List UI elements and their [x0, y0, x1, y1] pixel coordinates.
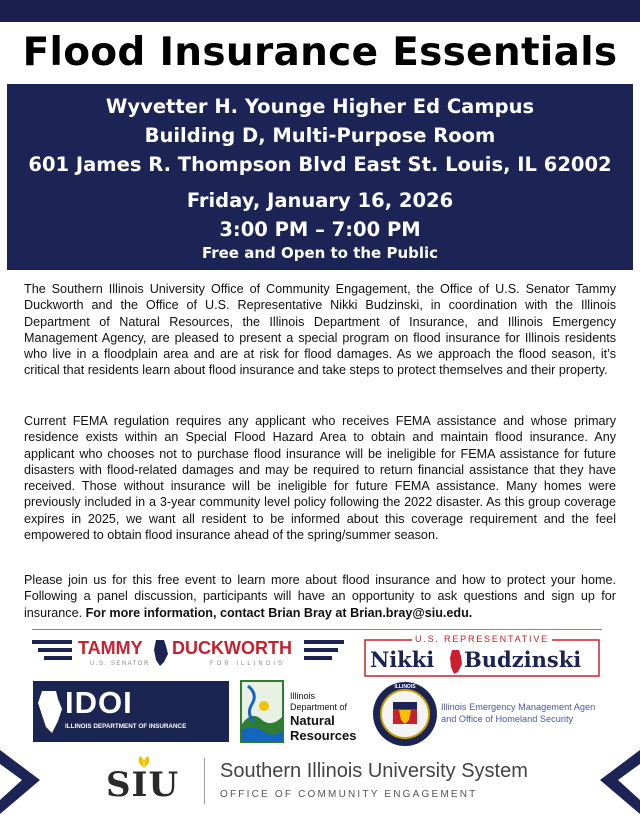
divider [32, 629, 602, 630]
right-chevron-decoration [590, 740, 640, 821]
siu-system-name: Southern Illinois University System [220, 760, 528, 782]
duckworth-subtitle-right: FOR ILLINOIS [210, 661, 286, 667]
budzinski-logo [364, 634, 600, 678]
iema-line-1: Illinois Emergency Management Agen [441, 702, 596, 712]
left-chevron-decoration [0, 740, 50, 821]
dnr-line-4: Resources [290, 728, 357, 743]
duckworth-last-name: DUCKWORTH [172, 638, 292, 658]
siu-office-name: OFFICE OF COMMUNITY ENGAGEMENT [220, 789, 478, 800]
budzinski-last-name: Budzinski [464, 647, 582, 672]
venue-line-1: Wyvetter H. Younge Higher Ed Campus [105, 95, 535, 118]
duckworth-subtitle-left: U.S. SENATOR [90, 661, 150, 667]
top-bar [0, 0, 640, 22]
paragraph-invite: Please join us for this free event to learn more about flood insurance and how to protect your home. Following a panel discussion, participants will have an opportunity to ask questions and sign up for insurance. For more information, contact Brian Bray at Brian.bray@siu.edu. [24, 573, 616, 620]
dnr-line-2: Department of [290, 702, 348, 712]
event-date: Friday, January 16, 2026 [186, 189, 454, 212]
flyer-title: Flood Insurance Essentials [22, 29, 618, 75]
dnr-logo [240, 680, 364, 744]
budzinski-first-name: Nikki [370, 647, 435, 672]
admission-note: Free and Open to the Public [201, 244, 439, 262]
siu-logo [100, 754, 540, 804]
duckworth-first-name: TAMMY [78, 638, 143, 658]
paragraph-intro: The Southern Illinois University Office of Community Engagement, the Office of U.S. Senator Tammy Duckworth and the Office of U.S. Representative Nikki Budzinski, in coordination with the Illinois Department of Natural Resources, the Illinois Department of Insurance, and Illinois Emergency Management Agency, are pleased to present a special program on flood insurance for Illinois residents who live in a floodplain area and are at risk for flood damages. As we approach the flood season, it’s critical that residents learn about flood insurance and take steps to protect themselves and their property. [24, 282, 616, 378]
budzinski-title: U.S. REPRESENTATIVE [415, 634, 549, 644]
idoi-logo [33, 681, 229, 742]
idoi-abbreviation: IDOI [65, 685, 133, 720]
paragraph-fema: Current FEMA regulation requires any applicant who receives FEMA assistance and whose primary residence exists within an Special Flood Hazard Area to obtain and maintain flood insurance. Any applicant who chooses not to purchase flood insurance will be ineligible for FEMA assistance for future disasters with flood-related damages and may be required to return financial assistance that they have received. Those without insurance will be ineligible for future FEMA assistance. Many homes were previously included in a 3-year community level policy following the 2022 disaster. As this group coverage expires in 2025, we want all resident to be informed about this coverage requirement and the feel empowered to obtain flood insurance ahead of the spring/summer season. [24, 414, 616, 543]
duckworth-logo [32, 636, 344, 674]
venue-line-2: Building D, Multi-Purpose Room [144, 124, 496, 147]
iema-logo [371, 680, 611, 750]
event-details-banner [7, 84, 633, 270]
iema-seal-text: ILLINOIS [394, 684, 416, 690]
event-time: 3:00 PM – 7:00 PM [219, 218, 421, 241]
contact-info: For more information, contact Brian Bray at Brian.bray@siu.edu. [85, 605, 473, 620]
dnr-line-3: Natural [290, 713, 335, 728]
iema-line-2: and Office of Homeland Security [441, 714, 574, 724]
siu-divider [204, 758, 205, 804]
venue-line-3: 601 James R. Thompson Blvd East St. Louis, IL 62002 [28, 153, 612, 176]
dnr-line-1: Illinois [290, 691, 316, 701]
idoi-full-name: ILLINOIS DEPARTMENT OF INSURANCE [65, 723, 187, 730]
siu-abbreviation: SIU [106, 765, 180, 805]
